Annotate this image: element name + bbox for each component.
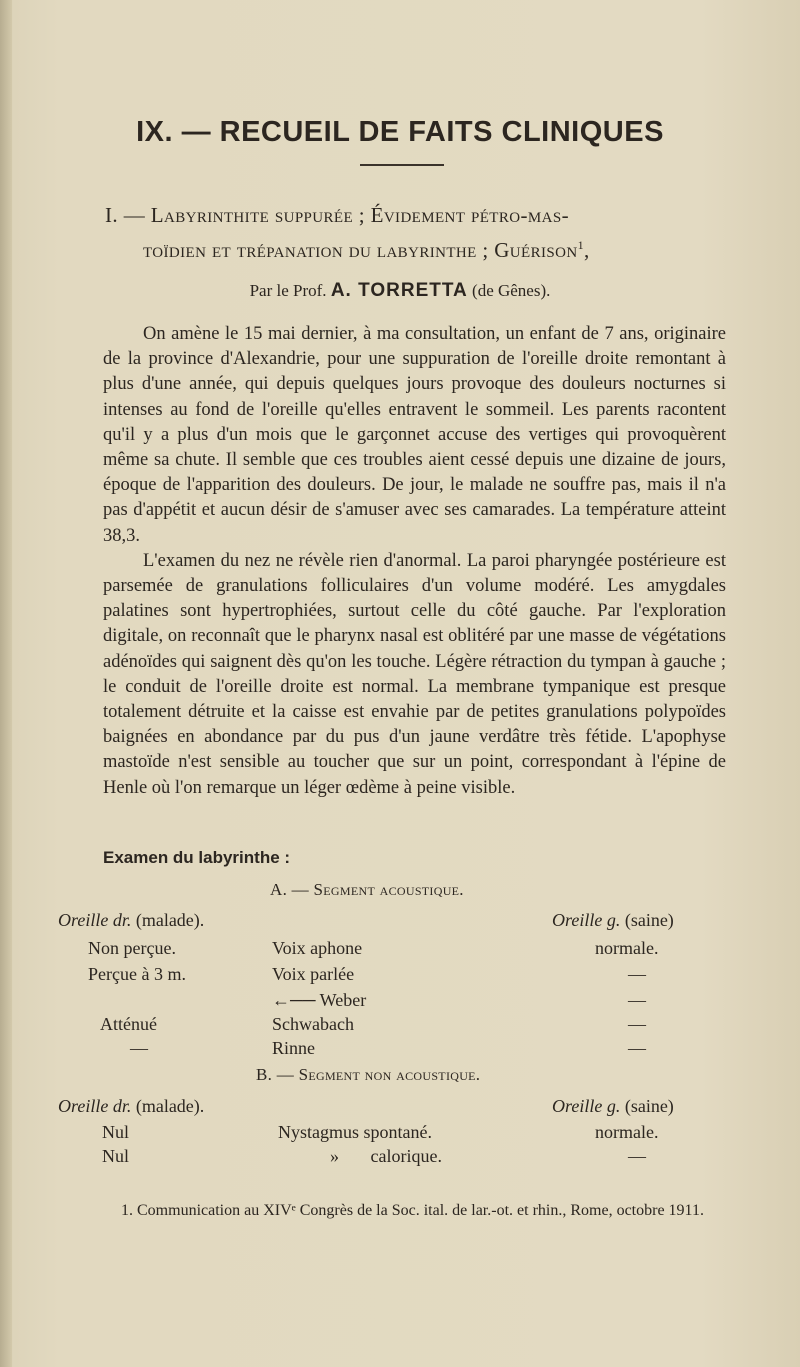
- seg-a-row2-left: Perçue à 3 m.: [88, 964, 186, 984]
- segment-a-title: A. — Segment acoustique.: [270, 880, 464, 899]
- seg-b-row1-right: normale.: [595, 1122, 659, 1142]
- page-gutter: [0, 0, 12, 1367]
- footnote: [103, 1200, 733, 1222]
- article-title-line2: [143, 238, 590, 263]
- exam-heading: Examen du labyrinthe :: [103, 848, 291, 867]
- segment-a-left-header: [58, 910, 204, 931]
- right-ear-status: (saine): [620, 1096, 674, 1116]
- author-name: A. TORRETTA: [330, 280, 468, 301]
- byline: [0, 280, 800, 302]
- footnote-ref: 1: [577, 238, 585, 252]
- paragraph-examination: L'examen du nez ne révèle rien d'anormal. La paroi pharyngée postérieure est parsemée de granulations folliculaires d'un volume modéré. Les amygdales palatines sont hypertrophiées, surtout celle du côté gauche. Par l'exploration digitale, on reconnaît que le pharynx nasal est oblitéré par une masse de végétations adénoïdes qui saignent dès qu'on les touche. Légère rétraction du tympan à gauche ; le conduit de l'oreille droite est normal. La membrane tympanique est presque totalement détruite et la caisse est envahie par de petites granulations polypoïdes baignées en abondance par du pus d'un jaune verdâtre très fétide. L'apophyse mastoïde n'est sensible au toucher que sur un point, correspondant à l'épine de Henle où l'on remarque un léger œdème à peine visible.: [103, 550, 726, 798]
- seg-b-row2-left: Nul: [102, 1146, 129, 1166]
- article-title-line1: I. — Labyrinthite suppurée ; Évidement pétro-mas-: [105, 203, 569, 227]
- seg-a-row4-left: Atténué: [100, 1014, 157, 1034]
- byline-suffix: (de Gênes).: [472, 281, 551, 300]
- heading-rule: [360, 164, 444, 166]
- left-ear-status: (malade).: [131, 910, 205, 930]
- seg-a-row4-mid: Schwabach: [272, 1014, 354, 1034]
- seg-a-row5-right: —: [628, 1038, 646, 1058]
- article-title-text: toïdien et trépanation du labyrinthe ; Guérison: [143, 238, 578, 262]
- left-ear-status: (malade).: [131, 1096, 205, 1116]
- segment-b-left-header: [58, 1096, 204, 1117]
- segment-a-right-header: [552, 910, 674, 931]
- seg-b-row1-left: Nul: [102, 1122, 129, 1142]
- footnote-text: Communication au XIVᵉ Congrès de la Soc. ital. de lar.-ot. et rhin., Rome, octobre 1911.: [137, 1202, 704, 1219]
- right-ear-label: Oreille g.: [552, 910, 621, 930]
- seg-a-row3-right: —: [628, 990, 646, 1010]
- paragraph-case-history: On amène le 15 mai dernier, à ma consultation, un enfant de 7 ans, originaire de la province d'Alexandrie, pour une suppuration de l'oreille droite remontant à plus d'une année, qui depuis quelques jours provoque des douleurs nocturnes si intenses au fond de l'oreille qu'elles entravent le sommeil. Les parents racontent qu'il y a plus d'un mois que le garçonnet accuse des vertiges qui provoquèrent même sa chute. Il semble que ces troubles aient cessé depuis une dizaine de jours, époque de l'apparition des douleurs. De jour, le malade ne souffre pas, mais il n'a pas d'appétit et aucun désir de s'amuser avec ses camarades. La température atteint 38,3.: [103, 324, 726, 546]
- seg-a-row2-right: —: [628, 964, 646, 984]
- seg-a-row4-right: —: [628, 1014, 646, 1034]
- byline-prefix: Par le Prof.: [249, 281, 327, 300]
- seg-b-row2-right: —: [628, 1146, 646, 1166]
- left-ear-label: Oreille dr.: [58, 1096, 132, 1116]
- seg-a-row1-left: Non perçue.: [88, 938, 176, 958]
- seg-a-row1-mid: Voix aphone: [272, 938, 363, 958]
- article-body: [103, 322, 726, 801]
- article-title-end: ,: [584, 238, 590, 262]
- seg-b-row2-mid: » calorique.: [330, 1146, 442, 1166]
- seg-a-row1-right: normale.: [595, 938, 659, 958]
- seg-a-row5-left: —: [130, 1038, 148, 1058]
- right-ear-label: Oreille g.: [552, 1096, 621, 1116]
- right-ear-status: (saine): [620, 910, 674, 930]
- seg-a-row2-mid: Voix parlée: [272, 964, 355, 984]
- seg-a-row3-mid: ←── Weber: [272, 990, 367, 1010]
- seg-b-row1-mid: Nystagmus spontané.: [278, 1122, 432, 1142]
- left-ear-label: Oreille dr.: [58, 910, 132, 930]
- seg-a-row5-mid: Rinne: [272, 1038, 315, 1058]
- footnote-number: 1.: [121, 1202, 133, 1219]
- segment-b-right-header: [552, 1096, 674, 1117]
- section-heading: IX. — RECUEIL DE FAITS CLINIQUES: [136, 116, 664, 148]
- segment-b-title: B. — Segment non acoustique.: [256, 1065, 481, 1084]
